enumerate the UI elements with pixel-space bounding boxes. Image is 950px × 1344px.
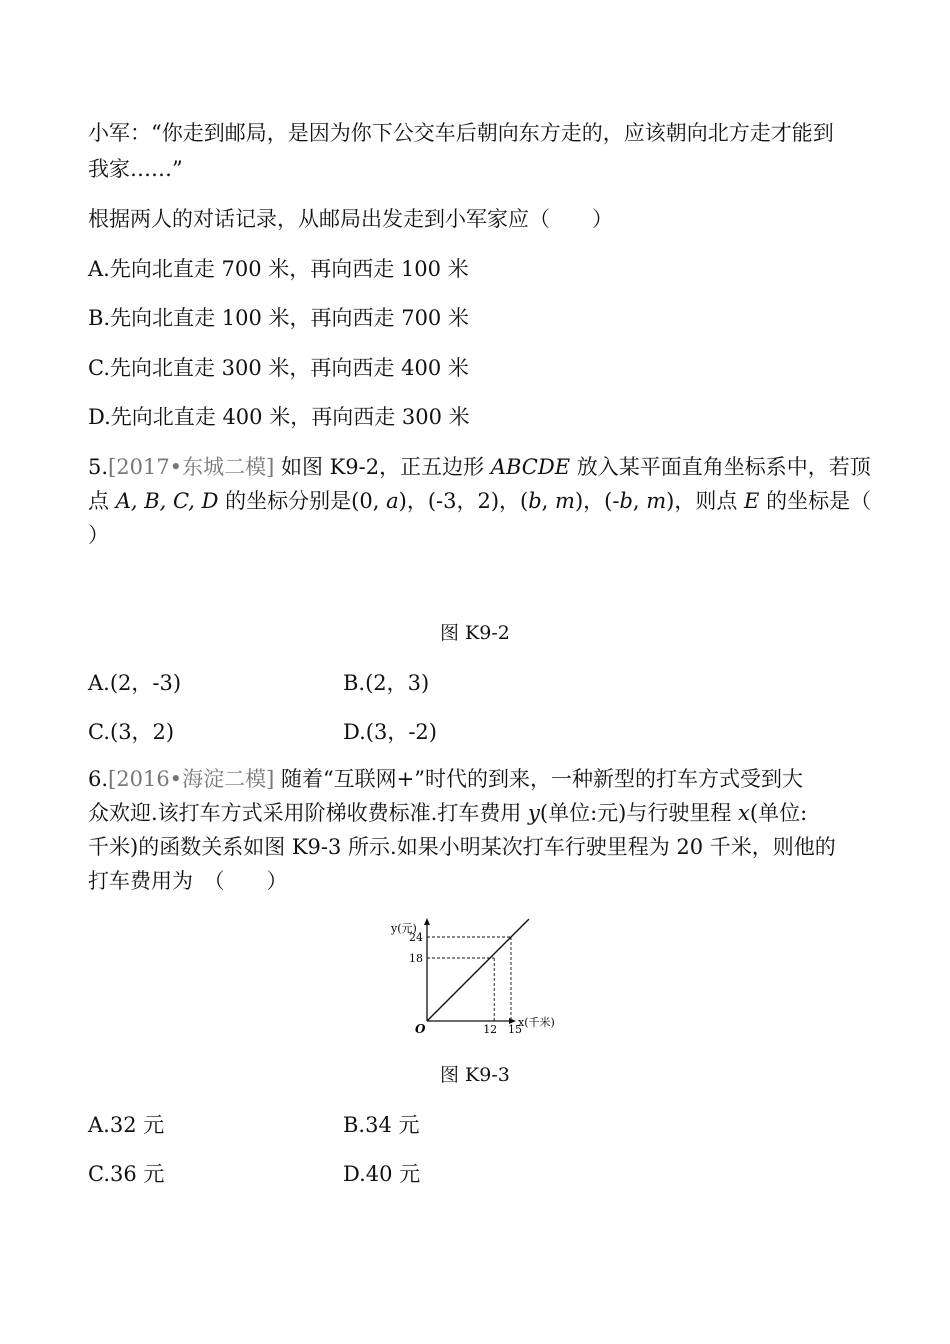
q6-line2-text-c: (单位: (749, 801, 808, 825)
q5-line2 (88, 486, 871, 516)
q5-line1-text-a: 如图 K9-2，正五边形 (274, 455, 491, 479)
q4-option-c: C.先向北直走 300 米，再向西走 400 米 (88, 356, 469, 380)
q4-dialog-line1: 小军：“你走到邮局，是因为你下公交车后朝向东方走的，应该朝向北方走才能到 (88, 121, 834, 145)
q5-figure-caption: 图 K9-2 (440, 622, 510, 644)
q6-line2-text-a: 众欢迎.该打车方式采用阶梯收费标准.打车费用 (88, 801, 529, 825)
x-axis-label: x(千米) (518, 1016, 555, 1029)
q4-dialog-line2: 我家……” (88, 157, 183, 181)
series-line-0 (427, 919, 529, 1021)
q6-figure-caption: 图 K9-3 (440, 1064, 510, 1086)
q5-line1-text-b: 放入某平面直角坐标系中，若顶 (570, 455, 871, 479)
q6-line1-text: 随着“互联网+”时代的到来，一种新型的打车方式受到大 (274, 767, 804, 791)
q5-line2-text-b: 的坐标分别是(0, (218, 489, 387, 513)
q5-var-b: b (528, 489, 542, 513)
q6-option-d: D.40 元 (343, 1162, 421, 1186)
q5-option-c: C.(3，2) (88, 720, 175, 744)
q4-option-a: A.先向北直走 700 米，再向西走 100 米 (88, 257, 469, 281)
q6-var-x: x (738, 801, 750, 825)
q5-pentagon-label: ABCDE (490, 455, 571, 479)
q4-stem: 根据两人的对话记录，从邮局出发走到小军家应（ ） (88, 207, 613, 231)
y-axis-label: y(元) (391, 922, 417, 935)
q6-line4: 打车费用为 （ ） (88, 869, 288, 893)
q5-var-m2: m (646, 489, 667, 513)
q5-line2-text-f: , (632, 489, 647, 513)
fare-function-graph (385, 910, 555, 1040)
q4-option-b: B.先向北直走 100 米，再向西走 700 米 (88, 306, 469, 330)
y-axis-arrow (424, 918, 430, 925)
q5-var-b2: b (619, 489, 633, 513)
x-tick-label-0: 12 (483, 1023, 498, 1036)
q5-points-label: A, B, C, D (115, 489, 219, 513)
q6-option-a: A.32 元 (88, 1113, 165, 1137)
q5-var-m: m (555, 489, 575, 513)
q5-line2-text-d: , (541, 489, 556, 513)
q5-line2-text-e: )，(- (574, 489, 620, 513)
q5-line2-text-c: )，(-3，2)，( (398, 489, 529, 513)
q4-option-d: D.先向北直走 400 米，再向西走 300 米 (88, 405, 470, 429)
q5-line2-text-g: )，则点 (666, 489, 745, 513)
q5-line2-text-a: 点 (88, 489, 116, 513)
q5-line1 (88, 452, 871, 482)
q6-line2 (88, 798, 807, 828)
q5-option-d: D.(3，-2) (343, 720, 437, 744)
x-tick-label-1: 15 (508, 1023, 522, 1036)
q5-var-a: a (386, 489, 399, 513)
q5-var-E: E (744, 489, 760, 513)
q6-number: 6. (88, 767, 109, 791)
origin-label: O (415, 1022, 426, 1036)
q5-option-a: A.(2，-3) (88, 671, 182, 695)
q6-line3: 千米)的函数关系如图 K9-3 所示.如果小明某次打车行驶里程为 20 千米，则他的 (88, 835, 836, 859)
q5-line2-text-h: 的坐标是（ (759, 489, 872, 513)
q5-line3: ） (88, 523, 109, 547)
q5-option-b: B.(2，3) (343, 671, 430, 695)
y-tick-label-0: 18 (409, 952, 423, 965)
q6-source: [2016•海淀二模] (108, 767, 275, 791)
q6-option-c: C.36 元 (88, 1162, 165, 1186)
y-tick-label-1: 24 (409, 931, 423, 944)
q5-source: [2017•东城二模] (108, 455, 275, 479)
q6-line2-text-b: (单位:元)与行驶里程 (539, 801, 739, 825)
q5-number: 5. (88, 455, 109, 479)
q6-option-b: B.34 元 (343, 1113, 420, 1137)
q6-var-y: y (528, 801, 540, 825)
q6-line1 (88, 764, 803, 794)
